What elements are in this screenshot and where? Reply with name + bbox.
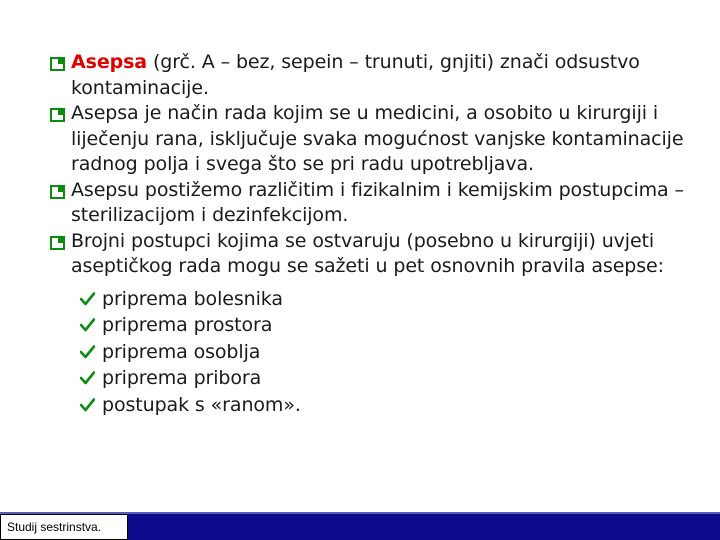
checkbox-bullet-icon [50, 57, 65, 71]
bullet-text: (grč. A – bez, sepein – trunuti, gnjiti) znači odsustvo kontaminacije. [71, 51, 640, 99]
bullet-item-4 [50, 229, 690, 280]
bullet-item-2 [50, 101, 690, 178]
bullet-text: Asepsu postižemo različitim i fizikalnim i kemijskim postupcima – sterilizacijom i dezinfekcijom. [71, 178, 684, 226]
rule-text: postupak s «ranom». [102, 393, 301, 416]
rule-item [80, 286, 690, 313]
term-highlight: Asepsa [71, 51, 148, 73]
rule-text: priprema bolesnika [102, 287, 283, 310]
checkbox-bullet-icon [50, 236, 65, 250]
footer-label: Studij sestrinstva. [0, 514, 128, 540]
rule-item [80, 339, 690, 366]
rule-text: priprema prostora [102, 314, 273, 336]
asepsis-rules-list [50, 286, 690, 419]
checkmark-icon [80, 371, 95, 385]
checkbox-bullet-icon [50, 185, 65, 199]
bullet-item-3 [50, 178, 690, 229]
rule-text: priprema pribora [102, 367, 262, 389]
checkbox-bullet-icon [50, 108, 65, 122]
slide-content [50, 50, 690, 418]
rule-item [80, 392, 690, 419]
bullet-text: Brojni postupci kojima se ostvaruju (posebno u kirurgiji) uvjeti aseptičkog rada mogu se sažeti u pet osnovnih pravila asepse: [71, 229, 664, 277]
bullet-item-1 [50, 50, 690, 101]
checkmark-icon [80, 345, 95, 359]
rule-text: priprema osoblja [102, 340, 261, 363]
rule-item [80, 312, 690, 339]
checkmark-icon [80, 398, 95, 412]
rule-item [80, 365, 690, 392]
checkmark-icon [80, 318, 95, 332]
checkmark-icon [80, 292, 95, 306]
bullet-text: Asepsa je način rada kojim se u medicini, a osobito u kirurgiji i liječenju rana, isključuje svaka mogućnost vanjske kontaminacije radnog polja i svega što se pri radu upotrebljava. [71, 102, 684, 175]
